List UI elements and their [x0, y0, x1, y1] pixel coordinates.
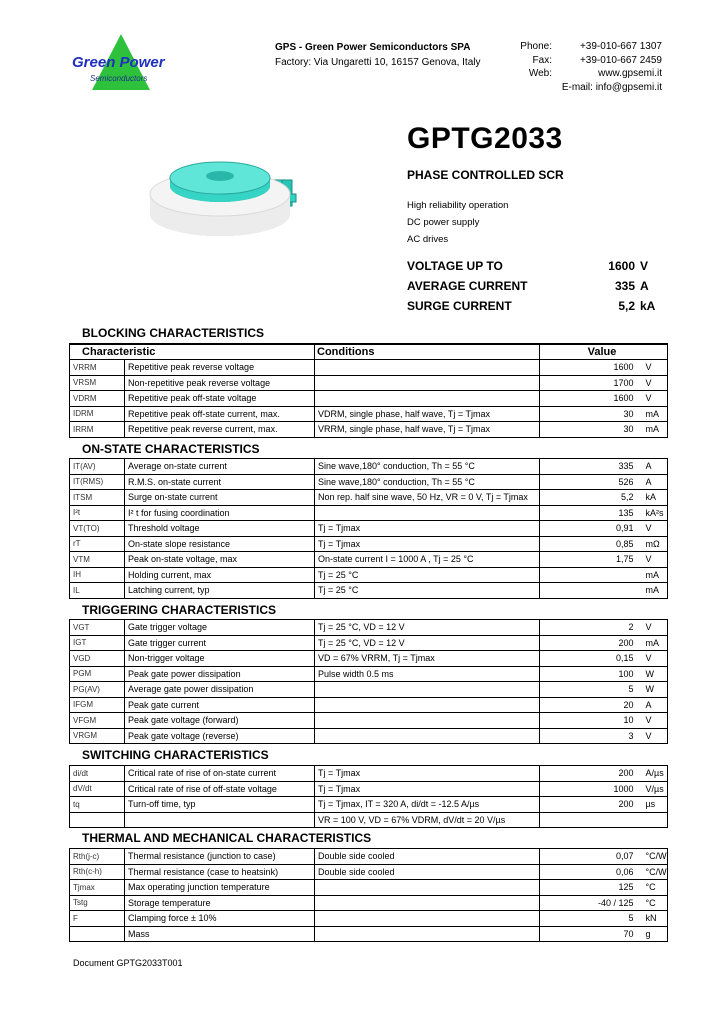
table-row	[70, 812, 668, 828]
row-conditions: Sine wave,180° conduction, Th = 55 °C	[315, 459, 540, 475]
row-unit: V	[642, 713, 668, 729]
logo-subtitle: Semiconductors	[90, 74, 148, 83]
row-conditions	[315, 375, 540, 391]
row-unit: mA	[642, 635, 668, 651]
row-conditions	[315, 926, 540, 942]
row-description: Gate trigger current	[125, 635, 315, 651]
row-value: 2	[540, 620, 642, 636]
row-description: Repetitive peak reverse voltage	[125, 360, 315, 376]
row-unit: mA	[642, 567, 668, 583]
row-symbol: Tstg	[70, 895, 125, 911]
row-unit: W	[642, 682, 668, 698]
row-value: 3	[540, 728, 642, 744]
row-value	[540, 567, 642, 583]
product-image	[140, 150, 310, 245]
blocking-table	[69, 343, 668, 438]
row-unit: V	[642, 552, 668, 568]
row-value: 70	[540, 926, 642, 942]
row-value: 5,2	[540, 490, 642, 506]
row-conditions: Tj = Tjmax	[315, 781, 540, 797]
row-value: 125	[540, 880, 642, 896]
row-value: 100	[540, 666, 642, 682]
table-row	[70, 781, 668, 797]
row-symbol: IFGM	[70, 697, 125, 713]
row-conditions: Tj = 25 °C, VD = 12 V	[315, 620, 540, 636]
row-unit: A	[642, 459, 668, 475]
row-symbol: Rth(c-h)	[70, 864, 125, 880]
row-value: 200	[540, 797, 642, 813]
row-conditions	[315, 505, 540, 521]
row-unit: °C/W	[642, 849, 668, 865]
row-description: Critical rate of rise of off-state voltage	[125, 781, 315, 797]
row-description: Peak gate current	[125, 697, 315, 713]
header-characteristic: Characteristic	[70, 344, 315, 360]
row-value: 200	[540, 766, 642, 782]
row-value: 20	[540, 697, 642, 713]
row-unit: µs	[642, 797, 668, 813]
row-description: Latching current, typ	[125, 583, 315, 599]
row-value: 335	[540, 459, 642, 475]
row-symbol: VRSM	[70, 375, 125, 391]
thermal-table	[69, 848, 668, 942]
row-conditions	[315, 391, 540, 407]
row-conditions	[315, 360, 540, 376]
row-description: R.M.S. on-state current	[125, 474, 315, 490]
row-value: 135	[540, 505, 642, 521]
thermal-section-title: THERMAL AND MECHANICAL CHARACTERISTICS	[82, 831, 372, 845]
row-value: 1600	[540, 360, 642, 376]
row-symbol: Rth(j-c)	[70, 849, 125, 865]
row-unit: kA	[642, 490, 668, 506]
row-description: Clamping force ± 10%	[125, 911, 315, 927]
row-symbol: ITSM	[70, 490, 125, 506]
row-symbol: IT(AV)	[70, 459, 125, 475]
header-value: Value	[540, 344, 668, 360]
part-number: GPTG2033	[407, 122, 563, 155]
row-conditions: Sine wave,180° conduction, Th = 55 °C	[315, 474, 540, 490]
row-symbol: di/dt	[70, 766, 125, 782]
fax-value: +39-010-667 2459	[579, 54, 662, 66]
table-row	[70, 536, 668, 552]
row-unit: V	[642, 521, 668, 537]
triggering-table	[69, 619, 668, 744]
table-row	[70, 666, 668, 682]
row-value: 200	[540, 635, 642, 651]
row-symbol: VTM	[70, 552, 125, 568]
row-value: 0,91	[540, 521, 642, 537]
row-symbol: tq	[70, 797, 125, 813]
company-name: GPS - Green Power Semiconductors SPA	[275, 42, 471, 53]
web-link[interactable]: www.gpsemi.it	[598, 68, 662, 79]
row-description: Turn-off time, typ	[125, 797, 315, 813]
table-row	[70, 926, 668, 942]
company-address: Factory: Via Ungaretti 10, 16157 Genova, Italy	[275, 57, 481, 68]
row-symbol: I²t	[70, 505, 125, 521]
row-symbol: VRGM	[70, 728, 125, 744]
row-conditions: VR = 100 V, VD = 67% VDRM, dV/dt = 20 V/µs	[315, 812, 540, 828]
table-row	[70, 459, 668, 475]
rating-value: 5,2	[618, 299, 635, 313]
row-description: Threshold voltage	[125, 521, 315, 537]
row-conditions: Tj = Tjmax	[315, 766, 540, 782]
row-unit: kN	[642, 911, 668, 927]
company-logo	[72, 32, 182, 94]
row-symbol: Tjmax	[70, 880, 125, 896]
switching-table	[69, 765, 668, 828]
row-value: 0,85	[540, 536, 642, 552]
row-symbol: IL	[70, 583, 125, 599]
table-row	[70, 406, 668, 422]
row-conditions: On-state current I = 1000 A , Tj = 25 °C	[315, 552, 540, 568]
row-unit: V/µs	[642, 781, 668, 797]
row-value: 30	[540, 422, 642, 438]
row-conditions: Tj = Tjmax	[315, 521, 540, 537]
row-unit: A	[642, 697, 668, 713]
feature-item: DC power supply	[407, 217, 480, 228]
row-conditions	[315, 697, 540, 713]
table-row	[70, 713, 668, 729]
row-description: Repetitive peak off-state current, max.	[125, 406, 315, 422]
feature-item: AC drives	[407, 234, 449, 245]
table-row	[70, 490, 668, 506]
hockey-puck-thyristor-icon	[140, 150, 310, 240]
row-unit: V	[642, 651, 668, 667]
table-row	[70, 849, 668, 865]
web-row	[510, 67, 662, 81]
phone-label: Phone:	[520, 41, 552, 52]
row-description: I² t for fusing coordination	[125, 505, 315, 521]
rating-voltage	[407, 256, 657, 276]
row-value: 5	[540, 682, 642, 698]
row-value: -40 / 125	[540, 895, 642, 911]
web-label: Web:	[528, 68, 552, 79]
table-row	[70, 422, 668, 438]
rating-unit: A	[640, 279, 649, 293]
row-symbol: IH	[70, 567, 125, 583]
row-symbol	[70, 926, 125, 942]
row-symbol: IDRM	[70, 406, 125, 422]
row-conditions: VRRM, single phase, half wave, Tj = Tjmax	[315, 422, 540, 438]
row-description	[125, 812, 315, 828]
row-unit: V	[642, 375, 668, 391]
rating-label: SURGE CURRENT	[407, 299, 512, 313]
feature-list	[407, 197, 508, 248]
table-row	[70, 620, 668, 636]
row-symbol: F	[70, 911, 125, 927]
row-symbol: VFGM	[70, 713, 125, 729]
table-row	[70, 651, 668, 667]
row-conditions: Tj = 25 °C	[315, 567, 540, 583]
logo-name: Green Power	[72, 54, 165, 71]
rating-average-current	[407, 276, 657, 296]
row-description: Peak gate voltage (forward)	[125, 713, 315, 729]
table-row	[70, 360, 668, 376]
row-unit: V	[642, 620, 668, 636]
table-row	[70, 697, 668, 713]
row-unit: °C	[642, 880, 668, 896]
row-conditions: Pulse width 0.5 ms	[315, 666, 540, 682]
blocking-section-title: BLOCKING CHARACTERISTICS	[82, 326, 264, 340]
rating-label: VOLTAGE UP TO	[407, 259, 503, 273]
row-symbol: PGM	[70, 666, 125, 682]
row-description: Mass	[125, 926, 315, 942]
table-row	[70, 797, 668, 813]
row-conditions: Double side cooled	[315, 864, 540, 880]
feature-item: High reliability operation	[407, 200, 509, 211]
table-row	[70, 682, 668, 698]
row-description: Average gate power dissipation	[125, 682, 315, 698]
row-value: 1700	[540, 375, 642, 391]
table-row	[70, 375, 668, 391]
row-description: Peak gate power dissipation	[125, 666, 315, 682]
row-value: 0,15	[540, 651, 642, 667]
row-unit: A/µs	[642, 766, 668, 782]
row-unit: mΩ	[642, 536, 668, 552]
row-description: Thermal resistance (case to heatsink)	[125, 864, 315, 880]
row-value	[540, 583, 642, 599]
row-symbol: IGT	[70, 635, 125, 651]
row-description: Thermal resistance (junction to case)	[125, 849, 315, 865]
row-conditions: Non rep. half sine wave, 50 Hz, VR = 0 V, Tj = Tjmax	[315, 490, 540, 506]
row-value: 0,06	[540, 864, 642, 880]
row-conditions	[315, 728, 540, 744]
email-row	[510, 81, 662, 95]
row-conditions: Double side cooled	[315, 849, 540, 865]
row-unit: mA	[642, 406, 668, 422]
header-conditions: Conditions	[315, 344, 540, 360]
row-unit: A	[642, 474, 668, 490]
row-symbol: VT(TO)	[70, 521, 125, 537]
table-row	[70, 521, 668, 537]
row-unit: kA²s	[642, 505, 668, 521]
row-symbol: IRRM	[70, 422, 125, 438]
row-value: 1,75	[540, 552, 642, 568]
document-reference: Document GPTG2033T001	[73, 958, 183, 968]
row-value: 1000	[540, 781, 642, 797]
row-conditions	[315, 911, 540, 927]
row-unit: °C/W	[642, 864, 668, 880]
row-value: 30	[540, 406, 642, 422]
table-row	[70, 728, 668, 744]
row-value: 10	[540, 713, 642, 729]
row-value: 1600	[540, 391, 642, 407]
rating-value: 1600	[608, 259, 635, 273]
triggering-section-title: TRIGGERING CHARACTERISTICS	[82, 603, 277, 617]
row-symbol: VRRM	[70, 360, 125, 376]
row-conditions: Tj = Tjmax	[315, 536, 540, 552]
table-row	[70, 567, 668, 583]
row-symbol: VDRM	[70, 391, 125, 407]
table-row	[70, 766, 668, 782]
row-conditions: Tj = 25 °C	[315, 583, 540, 599]
row-description: Surge on-state current	[125, 490, 315, 506]
row-unit: V	[642, 391, 668, 407]
table-row	[70, 864, 668, 880]
table-header-row	[70, 344, 668, 360]
row-conditions	[315, 682, 540, 698]
table-row	[70, 391, 668, 407]
row-description: Average on-state current	[125, 459, 315, 475]
row-symbol: PG(AV)	[70, 682, 125, 698]
row-value: 526	[540, 474, 642, 490]
row-description: Max operating junction temperature	[125, 880, 315, 896]
row-description: Non-trigger voltage	[125, 651, 315, 667]
rating-label: AVERAGE CURRENT	[407, 279, 528, 293]
table-row	[70, 911, 668, 927]
company-info	[275, 40, 481, 70]
row-conditions: VD = 67% VRRM, Tj = Tjmax	[315, 651, 540, 667]
row-symbol: dV/dt	[70, 781, 125, 797]
row-description: On-state slope resistance	[125, 536, 315, 552]
row-description: Gate trigger voltage	[125, 620, 315, 636]
row-description: Repetitive peak reverse current, max.	[125, 422, 315, 438]
contact-info	[510, 40, 662, 94]
row-unit: V	[642, 360, 668, 376]
row-unit: W	[642, 666, 668, 682]
row-description: Non-repetitive peak reverse voltage	[125, 375, 315, 391]
table-row	[70, 474, 668, 490]
phone-value: +39-010-667 1307	[579, 41, 662, 52]
row-value: 0,07	[540, 849, 642, 865]
row-conditions: VDRM, single phase, half wave, Tj = Tjmax	[315, 406, 540, 422]
row-unit: mA	[642, 422, 668, 438]
product-type: PHASE CONTROLLED SCR	[407, 168, 564, 182]
row-description: Critical rate of rise of on-state current	[125, 766, 315, 782]
row-symbol: IT(RMS)	[70, 474, 125, 490]
row-conditions	[315, 880, 540, 896]
fax-label: Fax:	[532, 54, 552, 66]
row-conditions	[315, 713, 540, 729]
rating-unit: V	[640, 259, 649, 273]
row-value	[540, 812, 642, 828]
row-description: Peak on-state voltage, max	[125, 552, 315, 568]
table-row	[70, 635, 668, 651]
row-conditions	[315, 895, 540, 911]
row-description: Storage temperature	[125, 895, 315, 911]
row-conditions: Tj = 25 °C, VD = 12 V	[315, 635, 540, 651]
row-symbol: rT	[70, 536, 125, 552]
table-row	[70, 880, 668, 896]
email-link[interactable]: E-mail: info@gpsemi.it	[561, 81, 662, 93]
row-description: Holding current, max	[125, 567, 315, 583]
table-row	[70, 895, 668, 911]
rating-unit: kA	[640, 299, 656, 313]
row-symbol: VGD	[70, 651, 125, 667]
table-row	[70, 583, 668, 599]
switching-section-title: SWITCHING CHARACTERISTICS	[82, 748, 269, 762]
fax-row	[510, 54, 662, 68]
row-conditions: Tj = Tjmax, IT = 320 A, di/dt = -12.5 A/µs	[315, 797, 540, 813]
row-unit: °C	[642, 895, 668, 911]
table-row	[70, 552, 668, 568]
row-value: 5	[540, 911, 642, 927]
table-row	[70, 505, 668, 521]
row-unit: V	[642, 728, 668, 744]
row-symbol: VGT	[70, 620, 125, 636]
row-unit: mA	[642, 583, 668, 599]
row-symbol	[70, 812, 125, 828]
phone-row	[510, 40, 662, 54]
row-unit: g	[642, 926, 668, 942]
row-description: Peak gate voltage (reverse)	[125, 728, 315, 744]
rating-surge-current	[407, 296, 657, 316]
key-ratings	[407, 256, 657, 316]
rating-value: 335	[614, 279, 635, 293]
row-description: Repetitive peak off-state voltage	[125, 391, 315, 407]
onstate-table	[69, 458, 668, 599]
row-unit	[642, 812, 668, 828]
onstate-section-title: ON-STATE CHARACTERISTICS	[82, 442, 260, 456]
